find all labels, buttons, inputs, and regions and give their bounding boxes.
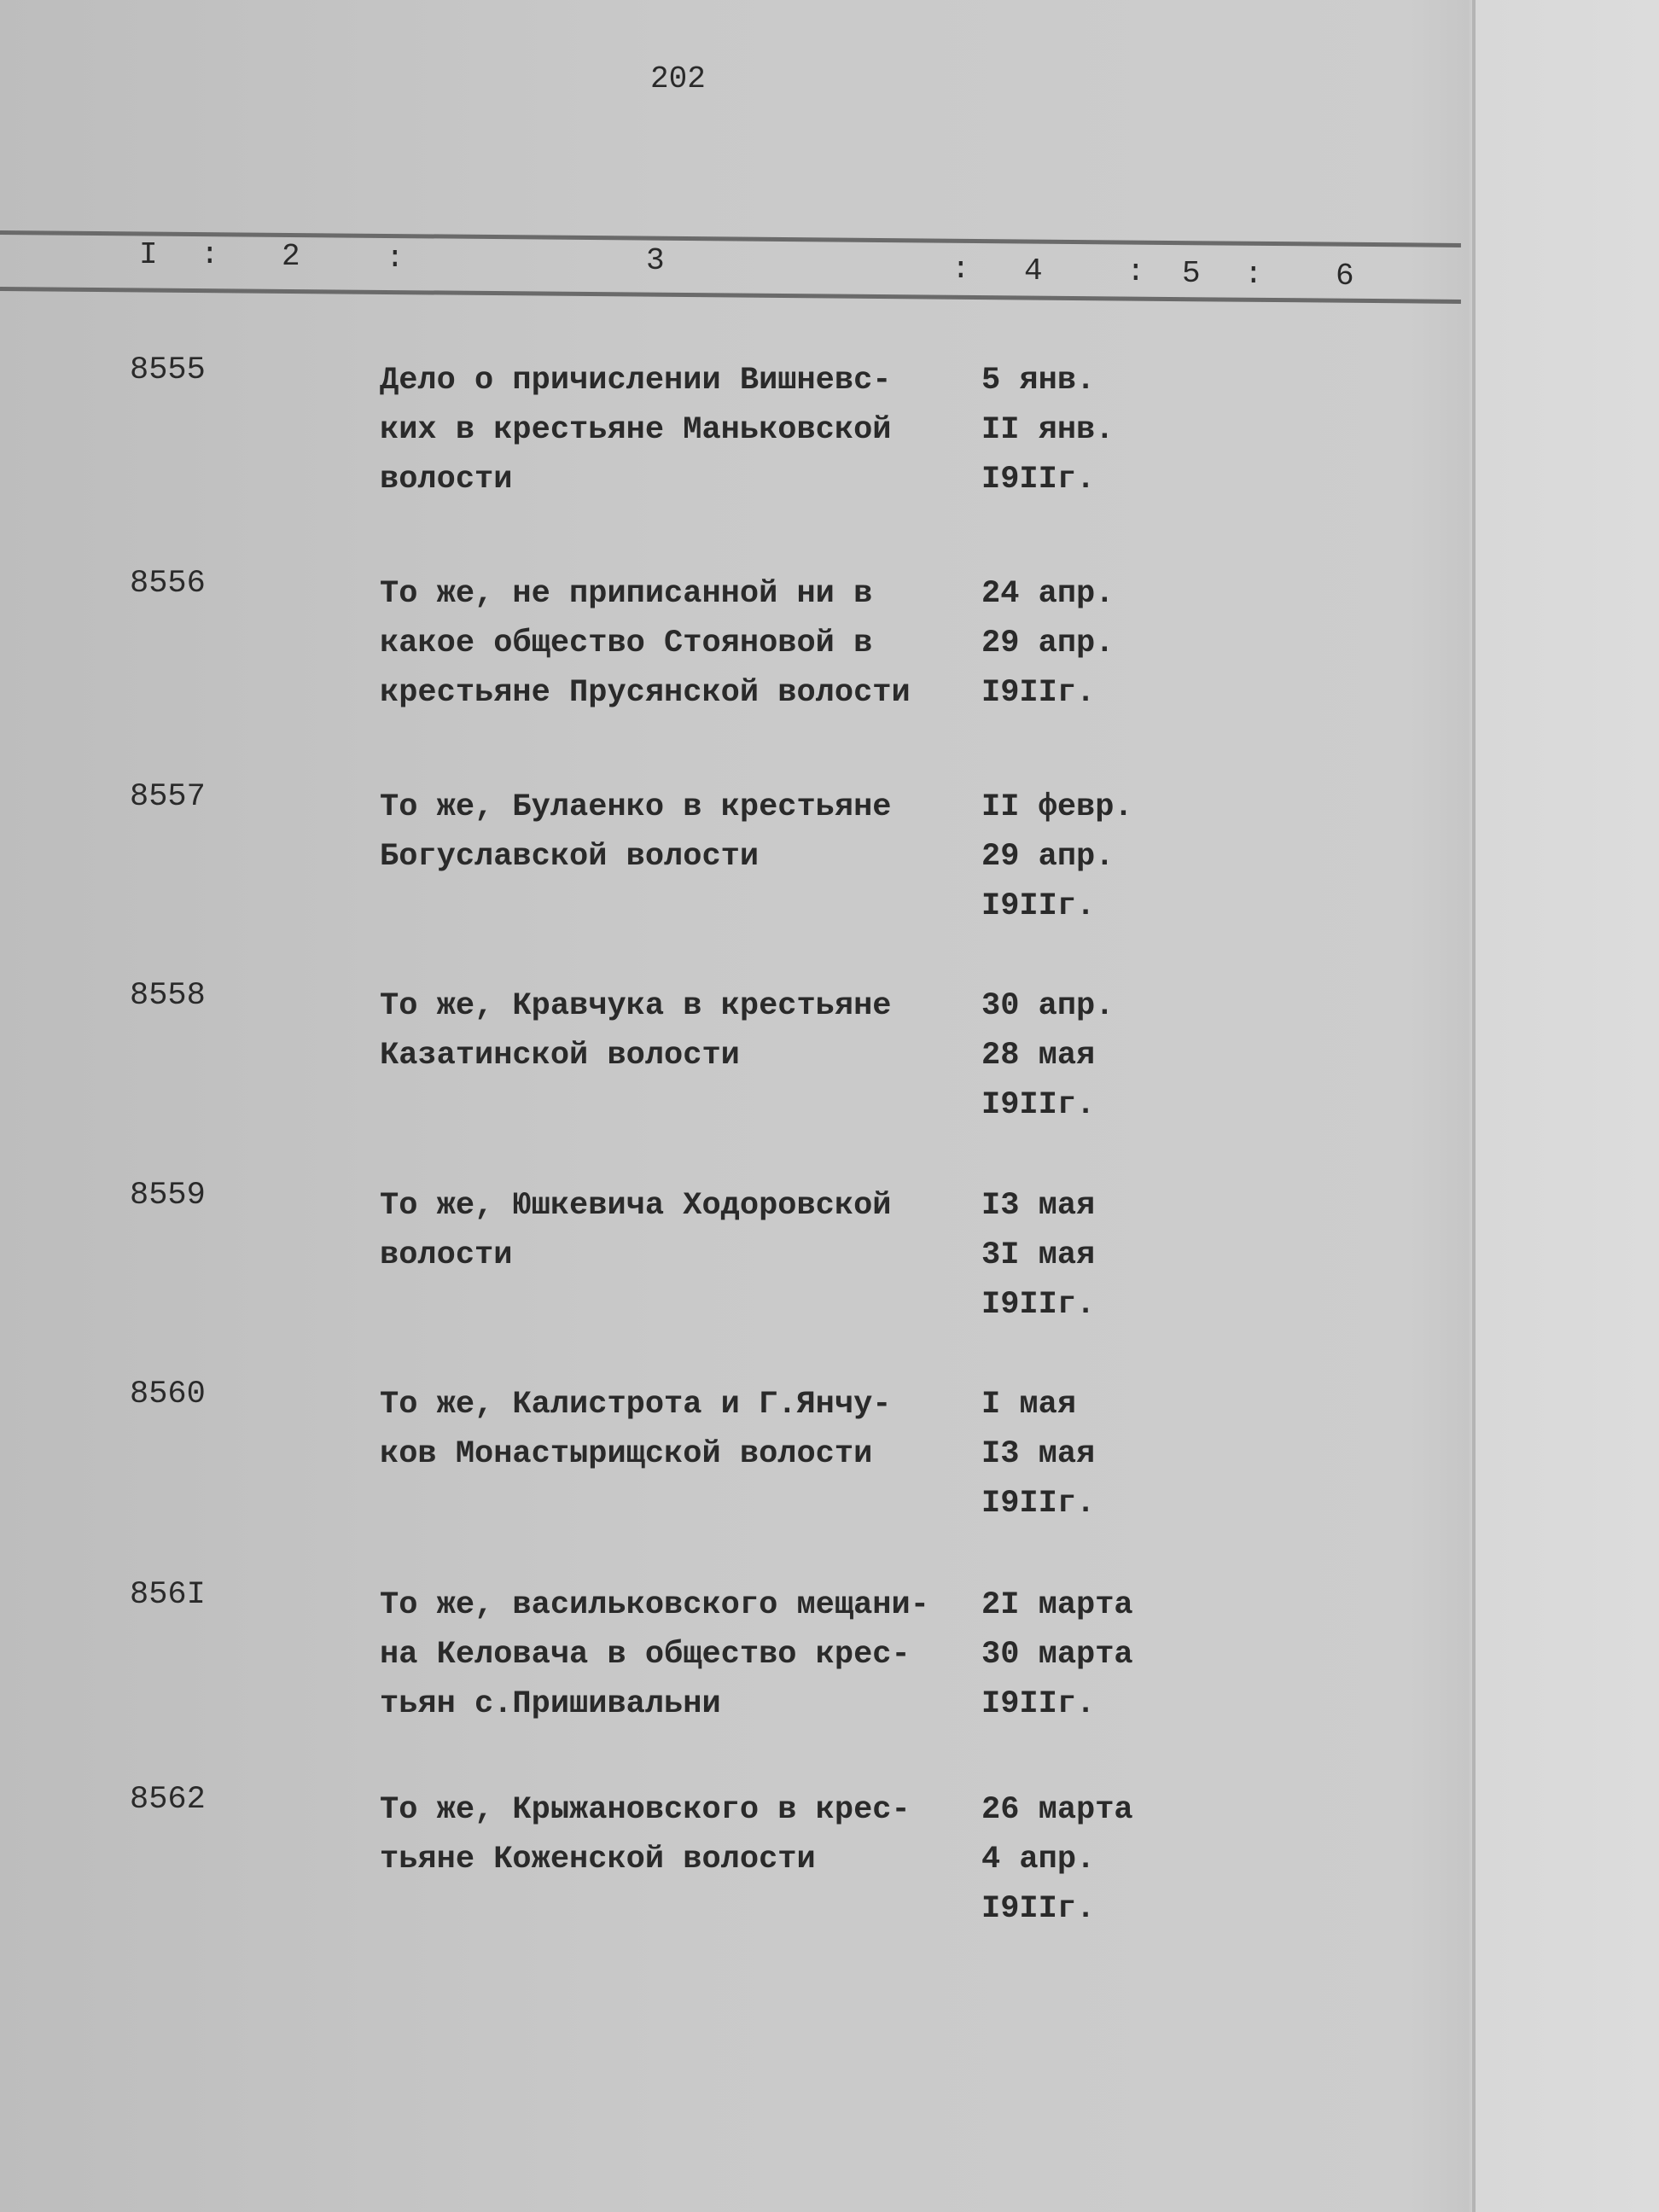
entry-number: 8555 xyxy=(130,352,206,388)
date-line: 30 апр. xyxy=(981,988,1115,1024)
description-line: То же, Булаенко в крестьяне xyxy=(380,789,892,825)
entry-description xyxy=(380,569,911,718)
date-line: 30 марта xyxy=(981,1637,1133,1673)
entry-number: 8559 xyxy=(130,1178,206,1214)
date-line: 29 апр. xyxy=(981,839,1115,875)
col-separator: : xyxy=(952,252,970,287)
page-edge xyxy=(1472,0,1476,2212)
date-line: 26 марта xyxy=(981,1792,1133,1828)
description-line: волости xyxy=(380,462,513,498)
date-line: II февр. xyxy=(981,789,1133,825)
entry-number: 8560 xyxy=(130,1377,206,1412)
date-line: I9IIг. xyxy=(981,888,1096,924)
entry-dates xyxy=(981,1785,1133,1934)
date-line: I9IIг. xyxy=(981,1087,1096,1123)
date-line: II янв. xyxy=(981,412,1115,448)
col-separator: : xyxy=(1126,254,1145,289)
entry-number: 8562 xyxy=(130,1782,206,1818)
date-line: I9IIг. xyxy=(981,1891,1096,1927)
header-rule-bottom xyxy=(0,287,1461,304)
description-line: волости xyxy=(380,1237,513,1273)
description-line: на Келовача в общество крес- xyxy=(380,1637,911,1673)
entry-dates xyxy=(981,1580,1133,1729)
description-line: ких в крестьяне Маньковской xyxy=(380,412,892,448)
date-line: 2I марта xyxy=(981,1587,1133,1623)
col-4-label: 4 xyxy=(1024,253,1043,288)
date-line: I мая xyxy=(981,1387,1077,1423)
entry-number: 8558 xyxy=(130,978,206,1014)
entry-description xyxy=(380,1380,892,1479)
col-separator: : xyxy=(386,241,405,276)
entry-dates xyxy=(981,1181,1095,1330)
date-line: 29 апр. xyxy=(981,626,1115,661)
col-2-label: 2 xyxy=(282,239,300,274)
date-line: 24 апр. xyxy=(981,576,1115,612)
date-line: I9IIг. xyxy=(981,1287,1096,1323)
entry-dates xyxy=(981,569,1114,718)
entry-number: 856I xyxy=(130,1577,206,1613)
col-6-label: 6 xyxy=(1336,259,1354,294)
col-separator: : xyxy=(201,237,219,272)
date-line: 5 янв. xyxy=(981,363,1096,399)
date-line: I9IIг. xyxy=(981,462,1096,498)
date-line: 28 мая xyxy=(981,1038,1096,1074)
description-line: тьян с.Пришивальни xyxy=(380,1686,721,1722)
description-line: крестьяне Прусянской волости xyxy=(380,675,911,711)
entry-dates xyxy=(981,356,1114,504)
description-line: То же, васильковского мещани- xyxy=(380,1587,929,1623)
entry-description xyxy=(380,981,892,1080)
entry-dates xyxy=(981,1380,1095,1528)
description-line: ков Монастырищской волости xyxy=(380,1436,873,1472)
date-line: I9IIг. xyxy=(981,1686,1096,1722)
col-5-label: 5 xyxy=(1182,256,1201,291)
entry-description xyxy=(380,356,892,504)
entry-description xyxy=(380,783,892,882)
header-rule-top xyxy=(0,230,1461,247)
entry-dates xyxy=(981,981,1114,1130)
description-line: какое общество Стояновой в xyxy=(380,626,873,661)
page-number: 202 xyxy=(650,61,706,96)
entry-description xyxy=(380,1181,892,1280)
description-line: То же, Кравчука в крестьяне xyxy=(380,988,892,1024)
date-line: I3 мая xyxy=(981,1188,1096,1224)
description-line: Казатинской волости xyxy=(380,1038,740,1074)
date-line: 4 апр. xyxy=(981,1842,1096,1877)
description-line: тьяне Коженской волости xyxy=(380,1842,816,1877)
entry-number: 8556 xyxy=(130,566,206,602)
date-line: I3 мая xyxy=(981,1436,1096,1472)
entry-description xyxy=(380,1580,929,1729)
description-line: То же, Юшкевича Ходоровской xyxy=(380,1188,892,1224)
description-line: Дело о причислении Вишневс- xyxy=(380,363,892,399)
description-line: Богуславской волости xyxy=(380,839,760,875)
date-line: 3I мая xyxy=(981,1237,1096,1273)
description-line: То же, Калистрота и Г.Янчу- xyxy=(380,1387,892,1423)
entry-description xyxy=(380,1785,911,1884)
description-line: То же, не приписанной ни в xyxy=(380,576,873,612)
date-line: I9IIг. xyxy=(981,1486,1096,1522)
description-line: То же, Крыжановского в крес- xyxy=(380,1792,911,1828)
date-line: I9IIг. xyxy=(981,675,1096,711)
col-3-label: 3 xyxy=(646,243,665,278)
entry-number: 8557 xyxy=(130,779,206,815)
entry-dates xyxy=(981,783,1133,931)
col-separator: : xyxy=(1244,257,1263,292)
col-1-label: I xyxy=(139,237,158,272)
